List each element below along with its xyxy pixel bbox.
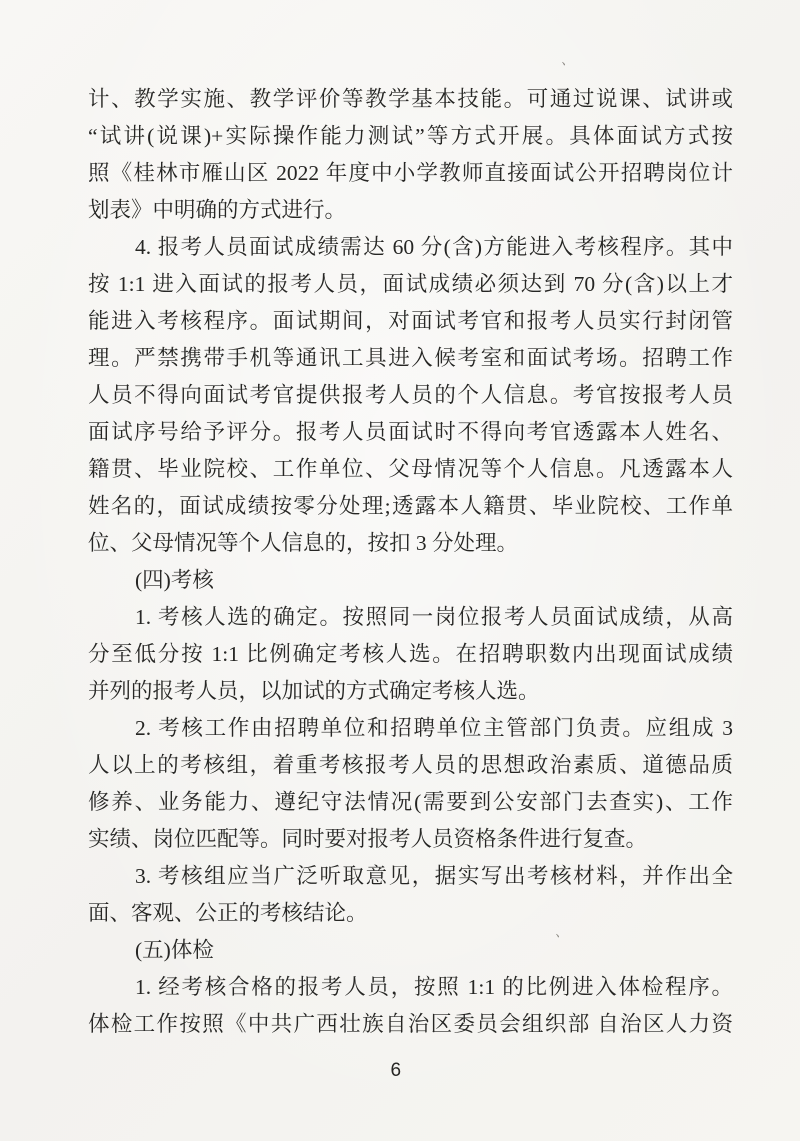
text-line: 人员不得向面试考官提供报考人员的个人信息。考官按报考人员 — [88, 383, 733, 407]
text-line: 分至低分按 1:1 比例确定考核人选。在招聘职数内出现面试成绩 — [88, 642, 733, 666]
text-line: 计、教学实施、教学评价等教学基本技能。可通过说课、试讲或 — [88, 87, 733, 111]
text-line: 3. 考核组应当广泛听取意见，据实写出考核材料，并作出全 — [135, 864, 733, 888]
text-line: 1. 考核人选的确定。按照同一岗位报考人员面试成绩，从高 — [135, 605, 733, 629]
text-line: 修养、业务能力、遵纪守法情况(需要到公安部门去查实)、工作 — [88, 790, 733, 814]
scan-speck-bottom: 、 — [554, 924, 570, 941]
text-line: 4. 报考人员面试成绩需达 60 分(含)方能进入考核程序。其中 — [135, 235, 733, 259]
text-line: (五)体检 — [135, 938, 214, 962]
text-block — [88, 81, 733, 1043]
text-line: 籍贯、毕业院校、工作单位、父母情况等个人信息。凡透露本人 — [88, 457, 733, 481]
text-line: 1. 经考核合格的报考人员，按照 1:1 的比例进入体检程序。 — [135, 975, 733, 999]
text-line: “试讲(说课)+实际操作能力测试”等方式开展。具体面试方式按 — [88, 124, 733, 148]
text-line: 位、父母情况等个人信息的，按扣 3 分处理。 — [88, 531, 519, 555]
page-number: 6 — [390, 1060, 402, 1081]
text-line: 理。严禁携带手机等通讯工具进入候考室和面试考场。招聘工作 — [88, 346, 733, 370]
text-line: 按 1:1 进入面试的报考人员，面试成绩必须达到 70 分(含)以上才 — [88, 272, 733, 296]
text-line: (四)考核 — [135, 568, 214, 592]
text-line: 能进入考核程序。面试期间，对面试考官和报考人员实行封闭管 — [88, 309, 733, 333]
text-line: 并列的报考人员，以加试的方式确定考核人选。 — [88, 679, 540, 703]
text-line: 面试序号给予评分。报考人员面试时不得向考官透露本人姓名、 — [88, 420, 733, 444]
text-line: 2. 考核工作由招聘单位和招聘单位主管部门负责。应组成 3 — [135, 716, 733, 740]
text-line: 体检工作按照《中共广西壮族自治区委员会组织部 自治区人力资 — [88, 1012, 733, 1036]
text-line: 照《桂林市雁山区 2022 年度中小学教师直接面试公开招聘岗位计 — [88, 161, 733, 185]
text-line: 人以上的考核组，着重考核报考人员的思想政治素质、道德品质 — [88, 753, 733, 777]
text-line: 面、客观、公正的考核结论。 — [88, 901, 368, 925]
text-line: 姓名的，面试成绩按零分处理;透露本人籍贯、毕业院校、工作单 — [88, 494, 733, 518]
scan-speck-top: 、 — [560, 52, 576, 69]
text-line: 实绩、岗位匹配等。同时要对报考人员资格条件进行复查。 — [88, 827, 648, 851]
text-line: 划表》中明确的方式进行。 — [88, 198, 347, 222]
